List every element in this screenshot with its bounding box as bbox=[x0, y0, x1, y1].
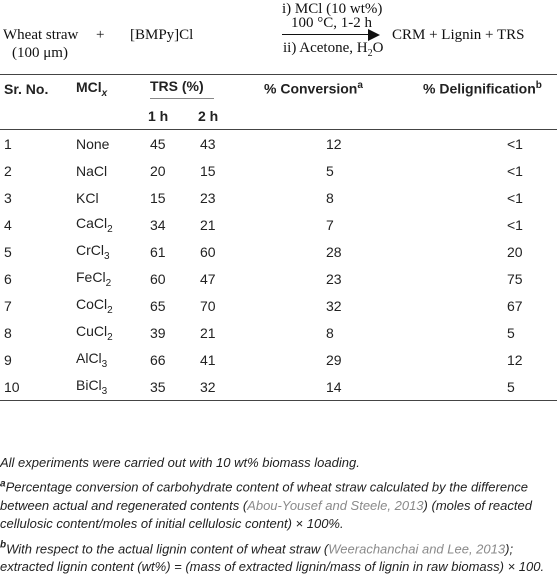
trs-2h-cell: 60 bbox=[200, 243, 216, 260]
catalyst-cell: NaCl bbox=[76, 162, 108, 179]
sr-no-cell: 9 bbox=[4, 351, 12, 368]
catalyst-cell: CrCl$_3$ bbox=[76, 241, 110, 262]
sr-no-cell: 3 bbox=[4, 189, 12, 206]
trs-1h-cell: 34 bbox=[150, 216, 166, 233]
conversion-cell: 7 bbox=[326, 216, 334, 233]
conversion-cell: 23 bbox=[326, 270, 342, 287]
ionic-liquid-label: [BMPy]Cl bbox=[130, 27, 194, 43]
footnote-b: $^b$With respect to the actual lignin content of wheat straw (Weerachanchai and Lee, 2013); extracted lignin content (wt%) = (mass of extracted lignin/mass of lignin in raw biomass) × 100. bbox=[0, 539, 545, 575]
results-table bbox=[0, 74, 557, 401]
trs-2h-cell: 15 bbox=[200, 162, 216, 179]
header-trs-1h: 1 h bbox=[148, 107, 169, 124]
header-trs: TRS (%) bbox=[134, 75, 246, 103]
conversion-cell: 28 bbox=[326, 243, 342, 260]
delignification-cell: 12 bbox=[507, 351, 523, 368]
table-body bbox=[0, 130, 557, 401]
reactant-label: Wheat straw bbox=[3, 27, 79, 43]
arrow-head-icon bbox=[368, 29, 380, 41]
conversion-cell: 29 bbox=[326, 351, 342, 368]
header-trs-2h: 2 h bbox=[198, 107, 219, 124]
header-conversion: % Conversion$^a$ bbox=[264, 80, 363, 97]
footnote-general: All experiments were carried out with 10 wt% biomass loading. bbox=[0, 455, 360, 470]
sr-no-cell: 1 bbox=[4, 135, 12, 152]
delignification-cell: 75 bbox=[507, 270, 523, 287]
sr-no-cell: 7 bbox=[4, 297, 12, 314]
table-row bbox=[0, 238, 557, 265]
products-label: CRM + Lignin + TRS bbox=[392, 27, 525, 43]
sr-no-cell: 10 bbox=[4, 378, 20, 395]
footnote-a: $^a$Percentage conversion of carbohydrate content of wheat straw calculated by the difference between actual and regenerated contents (Abou-Yousef and Steele, 2013) (moles of reacted cellulosic content/moles of initial cellulosic content) × 100%. bbox=[0, 478, 532, 532]
catalyst-cell: CaCl$_2$ bbox=[76, 214, 113, 235]
delignification-cell: 5 bbox=[507, 378, 515, 395]
table-row bbox=[0, 319, 557, 346]
catalyst-cell: CoCl$_2$ bbox=[76, 295, 113, 316]
conversion-cell: 12 bbox=[326, 135, 342, 152]
trs-2h-cell: 21 bbox=[200, 216, 216, 233]
sr-no-cell: 4 bbox=[4, 216, 12, 233]
catalyst-cell: None bbox=[76, 135, 110, 152]
table-row bbox=[0, 211, 557, 238]
table-row bbox=[0, 184, 557, 211]
conversion-cell: 5 bbox=[326, 162, 334, 179]
table-row bbox=[0, 265, 557, 292]
delignification-cell: <1 bbox=[507, 189, 523, 206]
delignification-cell: 67 bbox=[507, 297, 523, 314]
trs-2h-cell: 32 bbox=[200, 378, 216, 395]
conversion-cell: 14 bbox=[326, 378, 342, 395]
table-row bbox=[0, 346, 557, 373]
trs-1h-cell: 60 bbox=[150, 270, 166, 287]
header-catalyst: MCl$_x$ bbox=[76, 78, 108, 99]
reaction-scheme bbox=[0, 0, 557, 74]
table-row bbox=[0, 373, 557, 401]
delignification-cell: <1 bbox=[507, 216, 523, 233]
catalyst-cell: FeCl$_2$ bbox=[76, 268, 112, 289]
conversion-cell: 8 bbox=[326, 324, 334, 341]
plus-sign: + bbox=[96, 27, 105, 43]
trs-2h-cell: 43 bbox=[200, 135, 216, 152]
delignification-cell: 5 bbox=[507, 324, 515, 341]
trs-1h-cell: 61 bbox=[150, 243, 166, 260]
trs-1h-cell: 65 bbox=[150, 297, 166, 314]
condition-1: i) MCl (10 wt%) bbox=[282, 1, 383, 17]
reactant-size: (100 μm) bbox=[12, 45, 68, 61]
sr-no-cell: 5 bbox=[4, 243, 12, 260]
table-row bbox=[0, 130, 557, 158]
trs-2h-cell: 21 bbox=[200, 324, 216, 341]
trs-1h-cell: 20 bbox=[150, 162, 166, 179]
conversion-cell: 32 bbox=[326, 297, 342, 314]
catalyst-cell: KCl bbox=[76, 189, 99, 206]
sr-no-cell: 6 bbox=[4, 270, 12, 287]
catalyst-cell: BiCl$_3$ bbox=[76, 376, 108, 397]
table-row bbox=[0, 292, 557, 319]
trs-1h-cell: 15 bbox=[150, 189, 166, 206]
delignification-cell: <1 bbox=[507, 135, 523, 152]
header-sr-no: Sr. No. bbox=[4, 80, 49, 97]
table-footnotes bbox=[0, 454, 557, 579]
conversion-cell: 8 bbox=[326, 189, 334, 206]
trs-2h-cell: 23 bbox=[200, 189, 216, 206]
catalyst-cell: AlCl$_3$ bbox=[76, 349, 108, 370]
catalyst-cell: CuCl$_2$ bbox=[76, 322, 113, 343]
table-row bbox=[0, 157, 557, 184]
delignification-cell: 20 bbox=[507, 243, 523, 260]
header-delignification: % Delignification$^b$ bbox=[423, 80, 542, 97]
trs-1h-cell: 66 bbox=[150, 351, 166, 368]
reaction-arrow bbox=[282, 34, 372, 35]
condition-3: ii) Acetone, $H_2O$ bbox=[283, 40, 384, 59]
delignification-cell: <1 bbox=[507, 162, 523, 179]
trs-2h-cell: 41 bbox=[200, 351, 216, 368]
trs-2h-cell: 70 bbox=[200, 297, 216, 314]
trs-1h-cell: 45 bbox=[150, 135, 166, 152]
trs-1h-cell: 35 bbox=[150, 378, 166, 395]
trs-2h-cell: 47 bbox=[200, 270, 216, 287]
sr-no-cell: 2 bbox=[4, 162, 12, 179]
trs-1h-cell: 39 bbox=[150, 324, 166, 341]
condition-2: 100 °C, 1-2 h bbox=[291, 15, 372, 31]
sr-no-cell: 8 bbox=[4, 324, 12, 341]
